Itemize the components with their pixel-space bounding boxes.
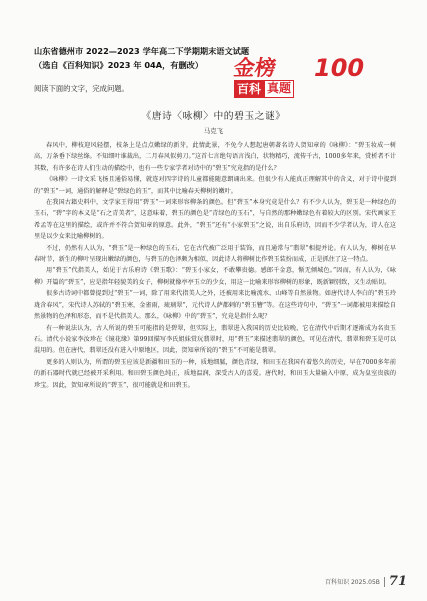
paragraph: 不过，仍然有人认为，“碧玉”是一种绿色的玉石，它在古代被广泛用于装饰，而且通常与“翡翠”相提并论。有人认为，柳树在早春时节，新生的柳叶呈现出嫩绿的颜色，与碧玉的色泽颇为相似，因此诗人将柳树比作碧玉装扮而成，正是抓住了这一特点。 [34, 244, 396, 264]
logo-gold-text: 金榜 [232, 56, 278, 80]
paragraph: 在我国古籍史料中，文学家王得用“碧玉”一词来形容柳条的颜色。但“碧玉”本身究竟是什么？有不少人认为，碧玉是一种绿色的玉石，“碧”字的本义是“石之青美者”，这意味着，碧玉的颜色是“青绿色的玉石”，与自然的那种嫩绿色有着较大的区别。宋代画家王希孟等在这里的描绘，或许并不符合贺知章的原意。此外，“碧玉”还有“小家碧玉”之说，出自乐府诗，因而不少学者认为，诗人在这里是以少女来比喻柳树的。 [34, 199, 396, 241]
paragraph: 有一种说法认为，古人所说的碧玉可能指的是碧翠，但实际上，翡翠进入我国的历史比较晚，它在清代中后期才逐渐成为名贵玉石。清代小说家李汝珍在《镜花缘》第99回描写李氏姐妹赏玩翡翠时，用“碧玉”来描述翡翠的颜色，可见在清代，翡翠和碧玉是可以混用的。但在唐代，翡翠还没有进入中原地区，因此，贺知章所说的“碧玉”不可能是翡翠。 [34, 324, 396, 355]
paragraph: 春风中，柳枝迎风轻摆，枝条上是点点嫩绿的新芽，此情此景，不免令人想起唐朝著名诗人贺知章的《咏柳》：“碧玉妆成一树高，万条垂下绿丝绦。不知细叶谁裁出，二月春风似剪刀。”这首七言绝句语言浅白，状物精巧，流传千古，1000多年来，赏析者不计其数，有许多在诗人们生动的描绘中，也有一些专家学者对诗中的“碧玉”究竟指的是什么？ [34, 142, 396, 172]
exam-title: 山东省德州市 2022—2023 学年高二下学期期末语文试题 [34, 46, 250, 56]
jinbang-logo [232, 52, 365, 104]
page-number: 71 [388, 574, 407, 589]
logo-badge-right: 真题 [264, 80, 294, 98]
paragraph: 《咏柳》一诗文采飞扬且通俗易懂，就连对四字诗的儿童都能随意朗诵出来。但很少有人能真正理解其中的含义，对于诗中提到的“碧玉”一词，通俗的解释是“碧绿色的玉”，而其中比喻春天柳树的嫩叶。 [34, 176, 396, 195]
logo-badge [234, 80, 304, 98]
logo-badge-left: 百科 [234, 80, 264, 98]
source-note: （选自《百科知识》2023 年 04A，有删改） [34, 60, 204, 70]
instruction-text: 阅读下面的文字，完成问题。 [34, 84, 129, 93]
journal-name: 百科知识 2025.05B [325, 579, 380, 586]
logo-number: 100 [314, 54, 365, 82]
article-author: 马克飞 [203, 127, 224, 135]
article-title: 《唐诗〈咏柳〉中的碧玉之谜》 [141, 111, 286, 122]
paragraph: 用“碧玉”代指美人，始见于古乐府诗《碧玉歌》：“碧玉小家女，不敢攀贵德。感郎千金意，惭无倾城色。”因而，有人认为，《咏柳》开篇的“碧玉”，应是指年轻貌美的女子，柳树就像亭亭玉立的少女，用这一比喻来形容柳树的形象，既新颖别致，又生动贴切。 [34, 267, 396, 286]
footer-divider [384, 577, 385, 587]
page-footer [325, 574, 407, 589]
paragraph: 很多古诗词中都曾提到过“碧玉”一词，除了用来代指美人之外，还被用来比喻流水、山峰等自然景物。如唐代诗人李白的“碧玉玲珑含春风”，宋代诗人苏轼的“碧玉寒，金雀雨，琉璃翠”，元代诗人萨都剌的“碧玉簪”等。在这些诗句中，“碧玉”一词都被用来描绘自然景物的色泽和形态，而不是代指美人。那么，《咏柳》中的“碧玉”，究竟是指什么呢？ [34, 290, 396, 321]
article-body [34, 140, 396, 391]
paragraph: 更多的人则认为，所谓的碧玉应该是新疆和田玉的一种，质地细腻，颜色青绿，和田玉在我国有着悠久的历史，早在7000多年前的新石器时代就已经被开采利用。和田碧玉颜色纯正，质地温润，深受古人的喜爱。唐代时，和田玉大量输入中原，成为皇室贵族的珍宝。因此，贺知章所说的“碧玉”，很可能就是和田碧玉。 [34, 358, 396, 389]
